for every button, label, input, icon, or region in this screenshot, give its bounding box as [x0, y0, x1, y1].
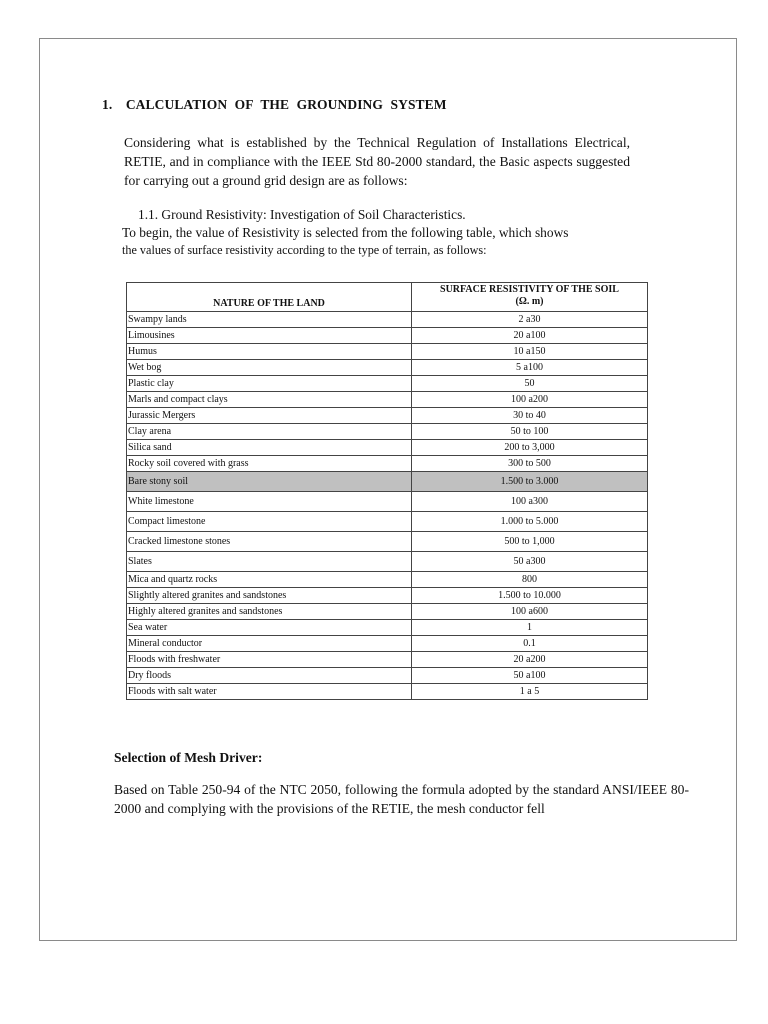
- land-type-cell: Silica sand: [127, 440, 412, 456]
- resistivity-value-cell: 50 a300: [412, 552, 648, 572]
- resistivity-value-cell: 300 to 500: [412, 456, 648, 472]
- table-row: [127, 652, 648, 668]
- resistivity-value-cell: 20 a100: [412, 328, 648, 344]
- table-row: [127, 376, 648, 392]
- land-type-cell: Sea water: [127, 620, 412, 636]
- intro-paragraph: Considering what is established by the Technical Regulation of Installations Electrical, RETIE, and in compliance with the IEEE Std 80-2000 standard, the Basic aspects suggested for carrying out a ground grid design are as follows:: [124, 135, 630, 188]
- section-heading: [102, 97, 447, 113]
- land-type-cell: Plastic clay: [127, 376, 412, 392]
- table-row: [127, 588, 648, 604]
- resistivity-value-cell: 1: [412, 620, 648, 636]
- resistivity-value-cell: 2 a30: [412, 312, 648, 328]
- section-number: 1.: [102, 97, 113, 112]
- resistivity-value-cell: 0.1: [412, 636, 648, 652]
- land-type-cell: Mineral conductor: [127, 636, 412, 652]
- table-row: [127, 512, 648, 532]
- land-type-cell: Clay arena: [127, 424, 412, 440]
- land-type-cell: Slates: [127, 552, 412, 572]
- header-surface-resistivity: [412, 283, 648, 312]
- table-row: [127, 552, 648, 572]
- resistivity-value-cell: 1 a 5: [412, 684, 648, 700]
- land-type-cell: Floods with salt water: [127, 684, 412, 700]
- table-row: [127, 472, 648, 492]
- mesh-section-title: Selection of Mesh Driver:: [114, 750, 263, 765]
- resistivity-value-cell: 50 a100: [412, 668, 648, 684]
- resistivity-value-cell: 1.000 to 5.000: [412, 512, 648, 532]
- table-row: [127, 684, 648, 700]
- table-row: [127, 604, 648, 620]
- table-row: [127, 572, 648, 588]
- table-row: [127, 344, 648, 360]
- mesh-section-paragraph: Based on Table 250-94 of the NTC 2050, following the formula adopted by the standard ANSI/IEEE 80-2000 and complying with the provisions of the RETIE, the mesh conductor fell: [114, 782, 689, 816]
- header-nature-of-land: NATURE OF THE LAND: [127, 283, 412, 312]
- resistivity-value-cell: 1.500 to 3.000: [412, 472, 648, 492]
- land-type-cell: Humus: [127, 344, 412, 360]
- resistivity-value-cell: 30 to 40: [412, 408, 648, 424]
- table-header-row: [127, 283, 648, 312]
- table-row: [127, 424, 648, 440]
- resistivity-value-cell: 20 a200: [412, 652, 648, 668]
- land-type-cell: Slightly altered granites and sandstones: [127, 588, 412, 604]
- resistivity-table: [126, 282, 648, 700]
- land-type-cell: Jurassic Mergers: [127, 408, 412, 424]
- table-row: [127, 668, 648, 684]
- table-row: [127, 620, 648, 636]
- land-type-cell: Bare stony soil: [127, 472, 412, 492]
- land-type-cell: Wet bog: [127, 360, 412, 376]
- resistivity-value-cell: 10 a150: [412, 344, 648, 360]
- table-body: [127, 312, 648, 700]
- land-type-cell: Swampy lands: [127, 312, 412, 328]
- header-resistivity-unit: (Ω. m): [515, 296, 544, 307]
- table-row: [127, 440, 648, 456]
- resistivity-value-cell: 800: [412, 572, 648, 588]
- land-type-cell: Compact limestone: [127, 512, 412, 532]
- resistivity-value-cell: 500 to 1,000: [412, 532, 648, 552]
- table-row: [127, 492, 648, 512]
- resistivity-value-cell: 100 a200: [412, 392, 648, 408]
- table-row: [127, 392, 648, 408]
- land-type-cell: Dry floods: [127, 668, 412, 684]
- land-type-cell: Mica and quartz rocks: [127, 572, 412, 588]
- section-title: CALCULATION OF THE GROUNDING SYSTEM: [125, 97, 447, 112]
- table-row: [127, 456, 648, 472]
- table-row: [127, 360, 648, 376]
- resistivity-value-cell: 1.500 to 10.000: [412, 588, 648, 604]
- land-type-cell: Cracked limestone stones: [127, 532, 412, 552]
- resistivity-value-cell: 50: [412, 376, 648, 392]
- table-row: [127, 532, 648, 552]
- land-type-cell: White limestone: [127, 492, 412, 512]
- table-row: [127, 312, 648, 328]
- resistivity-value-cell: 50 to 100: [412, 424, 648, 440]
- resistivity-value-cell: 5 a100: [412, 360, 648, 376]
- table-intro-line1: To begin, the value of Resistivity is selected from the following table, which shows: [122, 225, 569, 240]
- land-type-cell: Floods with freshwater: [127, 652, 412, 668]
- subsection-title: 1.1. Ground Resistivity: Investigation of Soil Characteristics.: [138, 207, 466, 222]
- land-type-cell: Rocky soil covered with grass: [127, 456, 412, 472]
- resistivity-value-cell: 100 a300: [412, 492, 648, 512]
- resistivity-value-cell: 100 a600: [412, 604, 648, 620]
- table-row: [127, 636, 648, 652]
- table-intro-line2: the values of surface resistivity according to the type of terrain, as follows:: [122, 243, 487, 257]
- header-resistivity-label: SURFACE RESISTIVITY OF THE SOIL: [440, 284, 619, 295]
- resistivity-value-cell: 200 to 3,000: [412, 440, 648, 456]
- land-type-cell: Marls and compact clays: [127, 392, 412, 408]
- table-row: [127, 408, 648, 424]
- table-row: [127, 328, 648, 344]
- land-type-cell: Limousines: [127, 328, 412, 344]
- land-type-cell: Highly altered granites and sandstones: [127, 604, 412, 620]
